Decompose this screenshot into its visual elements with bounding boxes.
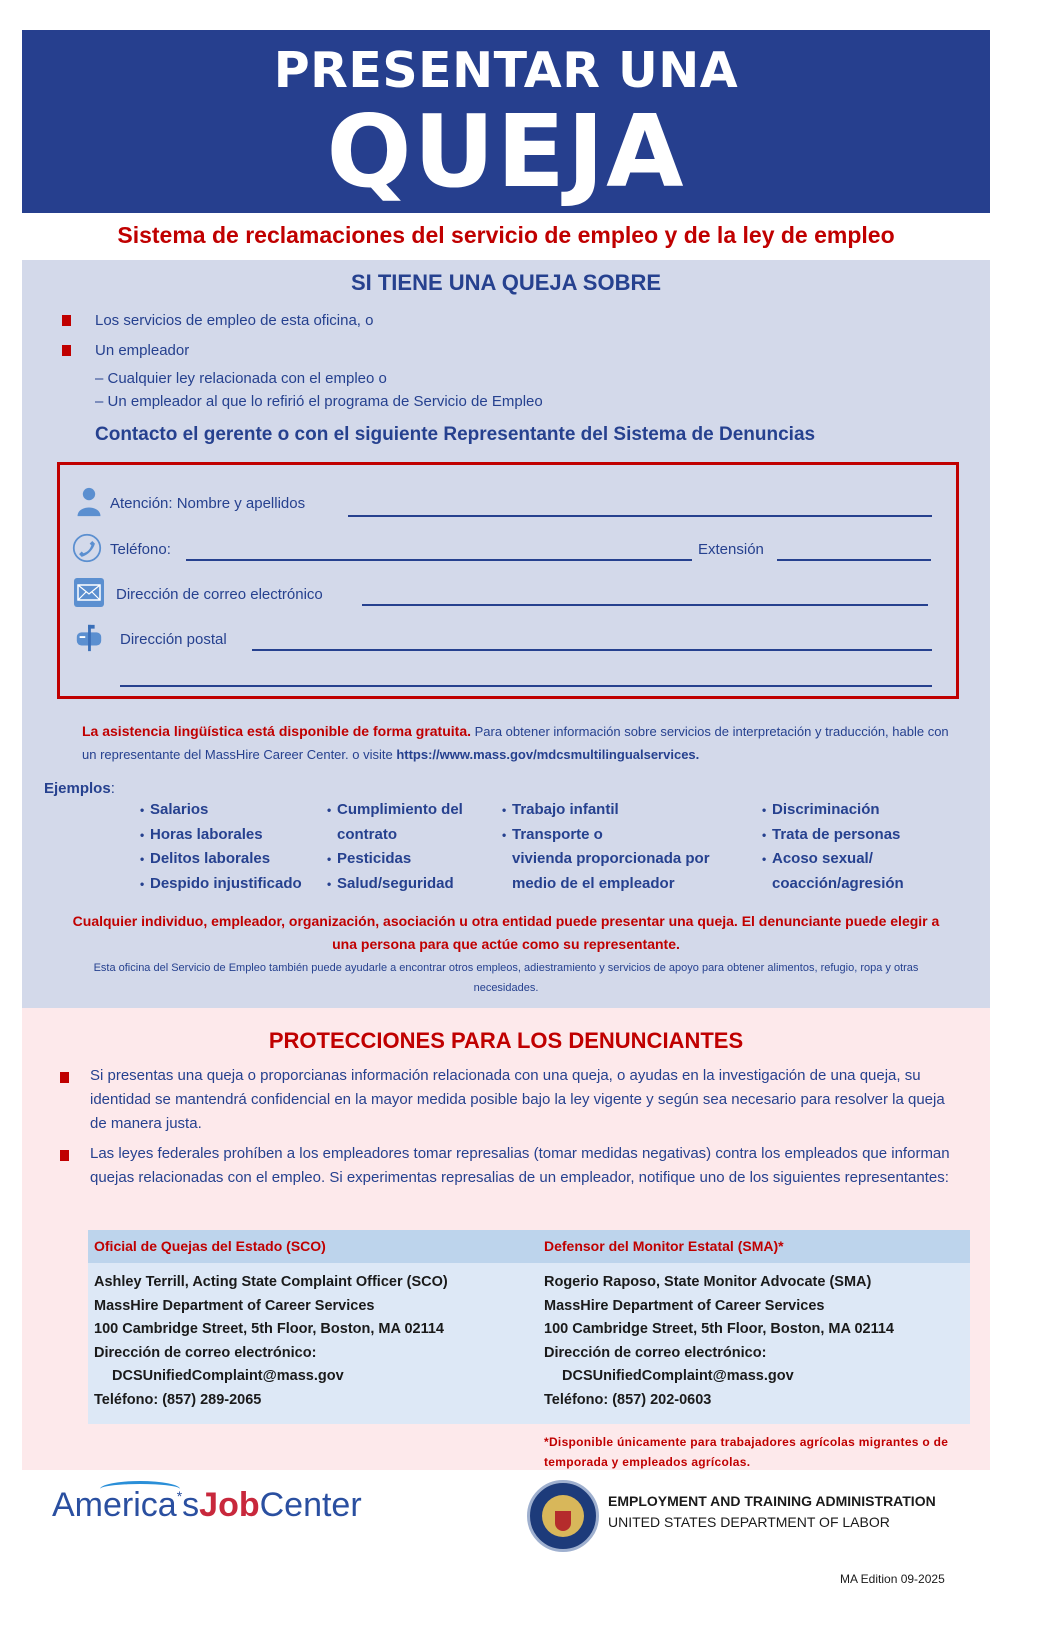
extension-line[interactable] <box>777 559 931 561</box>
sub-item: – Cualquier ley relacionada con el empleo o <box>95 370 387 387</box>
title-line-1: PRESENTAR UNA <box>273 42 739 99</box>
mailbox-icon <box>74 623 104 653</box>
sma-details: Rogerio Raposo, State Monitor Advocate (SMA) MassHire Department of Career Services 100 Cambridge Street, 5th Floor, Boston, MA 02114 Dirección de correo electrónico: DCSUnifiedComplaint@mass.gov Teléfono: (857) 202-0603 <box>544 1274 894 1408</box>
title-line-2: QUEJA <box>326 93 686 210</box>
complaint-section: SI TIENE UNA QUEJA SOBRE Los servicios de empleo de esta oficina, o Un empleador – Cualquier ley relacionada con el empleo o – Un empleador al que lo refirió el programa de Servicio de Empleo Contacto el gerente o con el siguiente Representante del Sistema de Denuncias Atención: Nombre y apellidos Teléfono: Extensión Dirección de correo electrónico Dirección postal La asistencia lingüística está disponible de forma gratuita. Para obtener información sobre servicios de interpretación y traducción, hable con un representante del MassHire Career Center. o visite https://www.mass.gov/mdcsmultilingualservices. Ejemplos: • Salarios • Horas laborales • Delitos laborales • Despido injustificado • Cumplimiento del contrato • Pesticidas • Salud/seguridad • Trabajo infantil • Transporte o vivienda proporcionada por medio de el empleador • Discriminación • Trata de personas • Acoso sexual/ coacción/agresión Cualquier individuo, empleador, organización, asociación u otra entidad puede presentar una queja. El denunciante puede elegir a una persona para que actúe como su representante. Esta oficina del Servicio de Empleo también puede ayudarle a encontrar otros empleos, adiestramiento y servicios de apoyo para obtener alimentos, refugio, ropa y otras necesidades. <box>22 260 990 1008</box>
square-bullet-icon <box>62 315 71 326</box>
square-bullet-icon <box>60 1072 69 1083</box>
postal-line-2[interactable] <box>120 685 932 687</box>
sco-email-link[interactable]: DCSUnifiedComplaint@mass.gov <box>112 1368 344 1384</box>
edition-label: MA Edition 09-2025 <box>840 1572 945 1586</box>
representatives-table <box>88 1230 970 1424</box>
any-entity-note: Cualquier individuo, empleador, organización, asociación u otra entidad puede presentar una queja. El denunciante puede elegir a una persona para que actúe como su representante. <box>72 913 940 952</box>
agency-subtitle: UNITED STATES DEPARTMENT OF LABOR <box>608 1514 890 1530</box>
email-line[interactable] <box>362 604 928 606</box>
sco-details: Ashley Terrill, Acting State Complaint Officer (SCO) MassHire Department of Career Services 100 Cambridge Street, 5th Floor, Boston, MA 02114 Dirección de correo electrónico: DCSUnifiedComplaint@mass.gov Teléfono: (857) 289-2065 <box>94 1274 448 1408</box>
section-title: SI TIENE UNA QUEJA SOBRE <box>350 270 662 295</box>
phone-label: Teléfono: <box>110 541 171 558</box>
name-field-row[interactable] <box>60 487 956 519</box>
examples-column-1: • Salarios • Horas laborales • Delitos laborales • Despido injustificado <box>140 801 302 892</box>
examples-column-4: • Discriminación • Trata de personas • Acoso sexual/ coacción/agresión <box>762 801 904 892</box>
sub-item: – Un empleador al que lo refirió el programa de Servicio de Empleo <box>95 393 543 410</box>
title-banner <box>22 30 990 213</box>
square-bullet-icon <box>62 345 71 356</box>
americas-job-center-logo: America*sJobCenter <box>52 1486 362 1524</box>
sma-email-link[interactable]: DCSUnifiedComplaint@mass.gov <box>562 1368 794 1384</box>
examples-label: Ejemplos: <box>44 780 115 797</box>
protections-section <box>22 1008 990 1470</box>
sma-title: Defensor del Monitor Estatal (SMA)* <box>544 1238 784 1254</box>
examples-column-3: • Trabajo infantil • Transporte o vivienda proporcionada por medio de el empleador <box>502 801 710 892</box>
protections-title: PROTECCIONES PARA LOS DENUNCIANTES <box>268 1028 744 1053</box>
sco-title: Oficial de Quejas del Estado (SCO) <box>94 1238 326 1254</box>
square-bullet-icon <box>60 1150 69 1161</box>
email-label: Dirección de correo electrónico <box>116 586 323 603</box>
phone-icon <box>72 533 102 563</box>
examples-column-2: • Cumplimiento del contrato • Pesticidas • Salud/seguridad <box>327 801 463 892</box>
contact-heading: Contacto el gerente o con el siguiente Representante del Sistema de Denuncias <box>95 424 816 445</box>
sma-footnote: *Disponible únicamente para trabajadores agrícolas migrantes o de temporada y empleados agrícolas. <box>544 1435 949 1469</box>
protection-item: Si presentas una queja o proporcianas información relacionada con una queja, o ayudas en la investigación de una queja, su identidad se mantendrá confidencial en la mayor medida posible bajo la ley vigente y según sea necesario para resolver la queja de manera justa. <box>60 1064 960 1136</box>
envelope-icon <box>74 578 104 608</box>
postal-line[interactable] <box>252 649 932 651</box>
agency-title: EMPLOYMENT AND TRAINING ADMINISTRATION <box>608 1493 936 1509</box>
multilingual-link[interactable]: https://www.mass.gov/mdcsmultilingualservices. <box>396 747 700 762</box>
office-note: Esta oficina del Servicio de Empleo también puede ayudarle a encontrar otros empleos, adiestramiento y servicios de apoyo para obtener alimentos, refugio, ropa y otras necesidades. <box>93 962 919 994</box>
extension-label: Extensión <box>698 541 764 558</box>
department-of-labor-seal-icon <box>527 1480 599 1552</box>
contact-form-box <box>57 462 959 699</box>
name-label: Atención: Nombre y apellidos <box>110 495 306 512</box>
protection-item: Las leyes federales prohíben a los empleadores tomar represalias (tomar medidas negativas) contra los empleados que informan quejas relacionadas con el empleo. Si experimentas represalias de un empleador, notifique uno de los siguientes representantes: <box>60 1142 960 1190</box>
language-assistance-note: La asistencia lingüística está disponible de forma gratuita. Para obtener información sobre servicios de interpretación y traducción, hable con un representante del MassHire Career Center. o visite https://www.mass.gov/mdcsmultilingualservices. <box>82 723 949 762</box>
subtitle: Sistema de reclamaciones del servicio de empleo y de la ley de empleo <box>117 222 895 248</box>
phone-field-row[interactable] <box>60 533 956 565</box>
name-line[interactable] <box>348 515 932 517</box>
email-field-row[interactable] <box>60 578 956 610</box>
person-icon <box>74 487 104 517</box>
postal-field-row[interactable] <box>60 623 956 655</box>
phone-line[interactable] <box>186 559 692 561</box>
postal-label: Dirección postal <box>120 631 227 648</box>
